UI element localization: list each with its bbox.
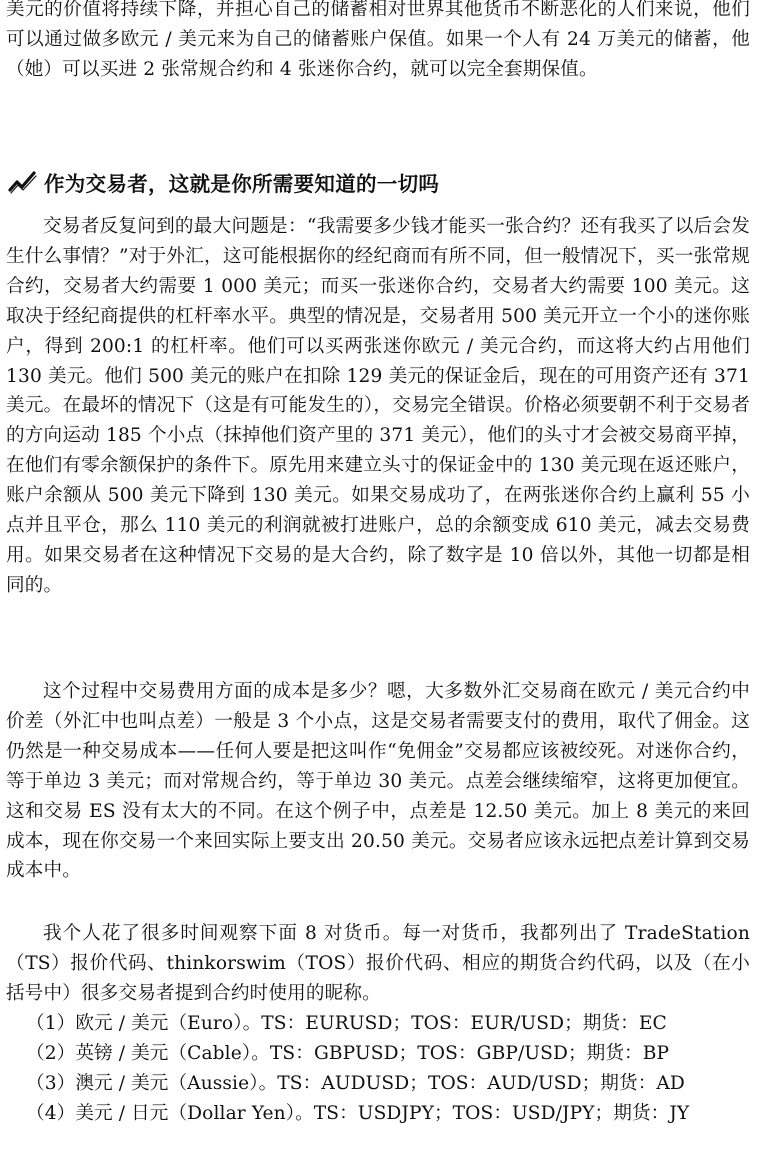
paragraph-trading-cost: 这个过程中交易费用方面的成本是多少？嗯，大多数外汇交易商在欧元 / 美元合约中价差（外汇中也叫点差）一般是 3 个小点，这是交易者需要支付的费用，取代了佣金。这仍然是一种交易成本——任何人要是把这叫作“免佣金”交易都应该被绞死。对迷你合约，等于单边 3 美元；而对常规合约，等于单边 30 美元。点差会继续缩窄，这将更加便宜。这和交易 ES 没有太大的不同。在这个例子中，点差是 12.50 美元。加上 8 美元的来回成本，现在你交易一个来回实际上要支出 20.50 美元。交易者应该永远把点差计算到交易成本中。	[6, 681, 750, 882]
paragraph-currency-intro: 我个人花了很多时间观察下面 8 对货币。每一对货币，我都列出了 TradeStation（TS）报价代码、thinkorswim（TOS）报价代码、相应的期货合约代码，以及（在小括号中）很多交易者提到合约时使用的昵称。	[6, 923, 750, 1004]
list-item: （2）英镑 / 美元（Cable）。TS：GBPUSD；TOS：GBP/USD；期货：BP	[26, 1043, 670, 1064]
list-item: （1）欧元 / 美元（Euro）。TS：EURUSD；TOS：EUR/USD；期货：EC	[26, 1013, 667, 1034]
list-item: （4）美元 / 日元（Dollar Yen）。TS：USDJPY；TOS：USD/JPY；期货：JY	[26, 1103, 690, 1124]
paragraph-margin-cost: 交易者反复问到的最大问题是：“我需要多少钱才能买一张合约？还有我买了以后会发生什么事情？”对于外汇，这可能根据你的经纪商而有所不同，但一般情况下，买一张常规合约，交易者大约需要 1 000 美元；而买一张迷你合约，交易者大约需要 100 美元。这取决于经纪商提供的杠杆率水平。典型的情况是，交易者用 500 美元开立一个小的迷你账户，得到 200:1 的杠杆率。他们可以买两张迷你欧元 / 美元合约，而这将大约占用他们 130 美元。他们 500 美元的账户在扣除 129 美元的保证金后，现在的可用资产还有 371 美元。在最坏的情况下（这是有可能发生的），交易完全错误。价格必须要朝不利于交易者的方向运动 185 个小点（抹掉他们资产里的 371 美元），他们的头寸才会被交易商平掉，在他们有零余额保护的条件下。原先用来建立头寸的保证金中的 130 美元现在返还账户，账户余额从 500 美元下降到 130 美元。如果交易成功了，在两张迷你合约上赢利 55 小点并且平仓，那么 110 美元的利润就被打进账户，总的余额变成 610 美元，减去交易费用。如果交易者在这种情况下交易的是大合约，除了数字是 10 倍以外，其他一切都是相同的。	[6, 216, 750, 596]
section-title: 作为交易者，这就是你所需要知道的一切吗	[44, 172, 440, 196]
list-item: （3）澳元 / 美元（Aussie）。TS：AUDUSD；TOS：AUD/USD；期货：AD	[26, 1073, 685, 1094]
section-heading	[8, 166, 748, 198]
intro-paragraph: 美元的价值将持续下降，并担心自己的储蓄相对世界其他货币不断恶化的人们来说，他们可以通过做多欧元 / 美元来为自己的储蓄账户保值。如果一个人有 24 万美元的储蓄，他（她）可以买进 2 张常规合约和 4 张迷你合约，就可以完全套期保值。	[6, 0, 750, 80]
chart-line-icon	[8, 170, 40, 194]
